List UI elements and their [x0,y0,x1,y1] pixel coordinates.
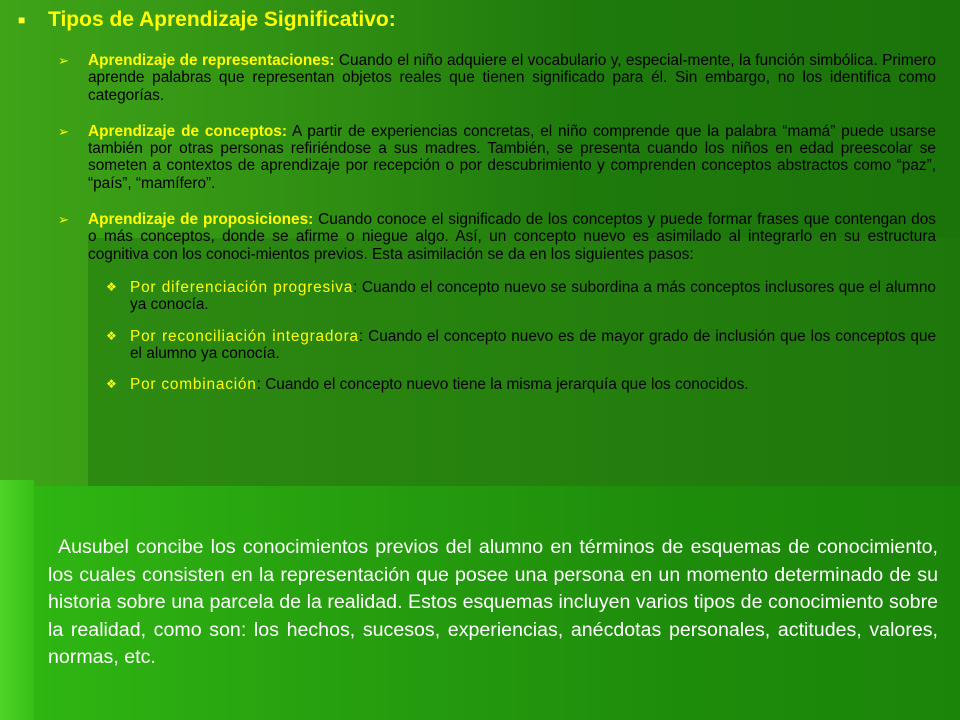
item-description: Cuando conoce el significado de los conceptos y puede formar frases que contengan dos o más conceptos, donde se afirme o niegue algo. Así, un concepto nuevo es asimilado al integrarlo en su estructura cognitiva con los conoci-mientos previos. Esta asimilación se da en los siguientes pasos: [88,211,936,263]
list-item [58,52,936,104]
paragraph-text: Ausubel concibe los conocimientos previos del alumno en términos de esquemas de conocimiento, los cuales consisten en la representación que posee una persona en un momento determinado de su historia sobre una parcela de la realidad. Estos esquemas incluyen varios tipos de conocimiento sobre la realidad, como son: los hechos, sucesos, experiencias, anécdotas personales, actitudes, valores, normas, etc. [48,536,938,668]
sub-list-item [106,376,936,393]
sub-list-item-text [130,279,936,314]
sub-list-item [106,279,936,314]
arrow-bullet-icon: ➢ [58,53,69,68]
item-description: A partir de experiencias concretas, el niño comprende que la palabra “mamá” puede usarse también por otras personas refiriéndose a sus madres. También, se presenta cuando los niños en edad preescolar se someten a contextos de aprendizaje por recepción o por descubrimiento y comprenden conceptos abstractos como “paz”, “país”, “mamífero”. [88,122,937,192]
sub-list [106,279,936,393]
square-bullet-icon: ■ [18,13,26,27]
list-item-text [88,52,936,104]
sub-item-description: : Cuando el concepto nuevo tiene la misma jerarquía que los conocidos. [256,376,749,394]
sub-item-term: Por diferenciación progresiva [130,278,354,296]
diamond-bullet-icon: ❖ [106,279,117,294]
list-item-text [88,123,936,192]
sub-item-term: Por combinación [130,376,257,394]
title-row [18,8,396,32]
arrow-bullet-icon: ➢ [58,123,69,139]
list-item-text [88,211,936,263]
list-item [58,211,936,263]
item-term: Aprendizaje de representaciones: [88,52,335,69]
slide-title: Tipos de Aprendizaje Significativo: [48,8,396,31]
diamond-bullet-icon: ❖ [106,377,117,392]
item-term: Aprendizaje de conceptos: [88,122,287,140]
sub-list-item-text [130,376,749,393]
item-term: Aprendizaje de proposiciones: [88,211,314,229]
item-description: Cuando el niño adquiere el vocabulario y, especial-mente, la función simbólica. Primero aprende palabras que representan objetos reales que tienen significado para él. Sin embargo, no los identifica como categorías. [88,52,936,104]
list-item [58,123,936,192]
sub-item-description: : Cuando el concepto nuevo es de mayor grado de inclusión que los conceptos que el alumno ya conocía. [130,327,936,362]
sub-list-item [106,328,936,363]
sub-list-item-text [130,328,936,363]
diamond-bullet-icon: ❖ [106,328,117,343]
bullet-list [58,52,936,407]
arrow-bullet-icon: ➢ [58,212,69,228]
sub-item-term: Por reconciliación integradora [130,327,359,345]
ausubel-paragraph [48,534,938,672]
sub-item-description: : Cuando el concepto nuevo se subordina a más conceptos inclusores que el alumno ya conocía. [130,278,936,314]
